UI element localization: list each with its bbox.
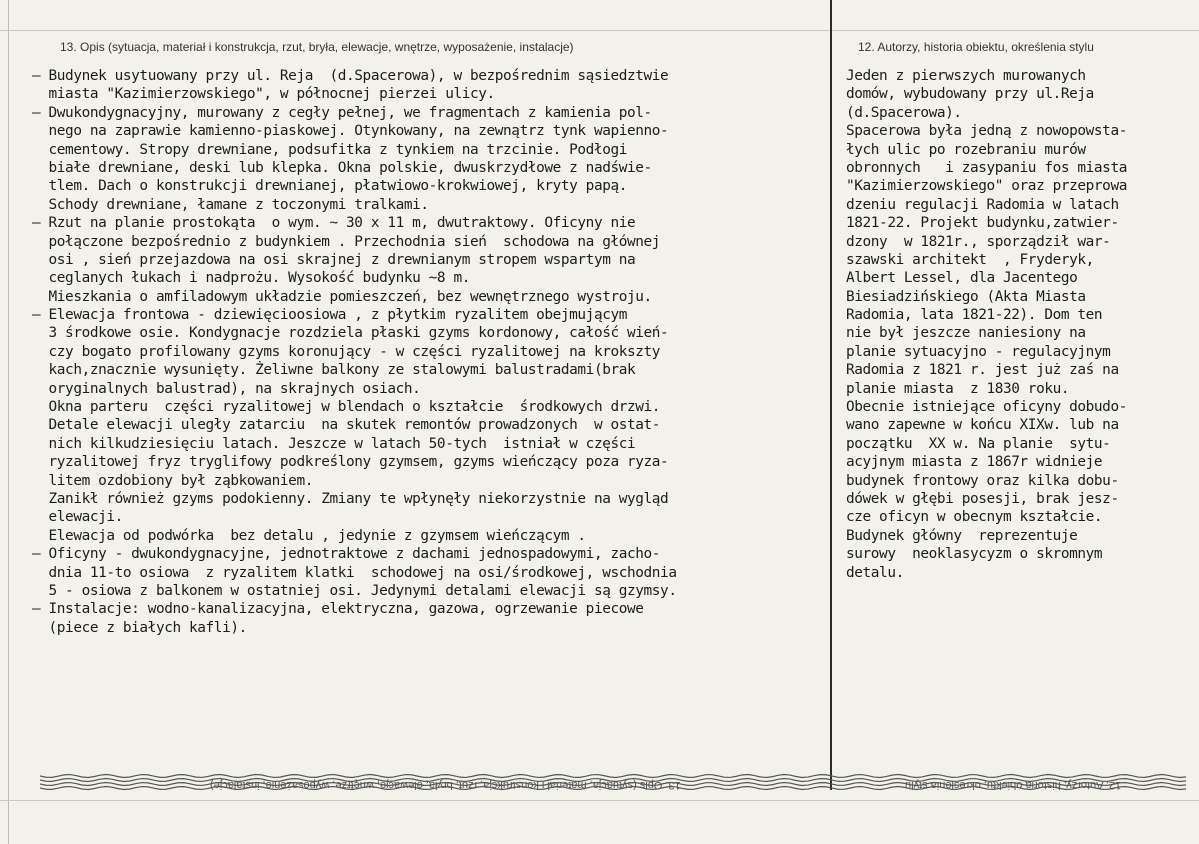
description-line: Schody drewniane, łamane z toczonymi tralkami. (32, 196, 429, 213)
history-line: nie był jeszcze naniesiony na (846, 325, 1086, 342)
footer-rule (0, 800, 1199, 801)
description-line: (piece z białych kafli). (32, 619, 247, 636)
description-line: ryzalitowej fryz tryglifowy podkreślony gzymsem, gzyms wieńczący poza ryza- (32, 454, 669, 471)
history-column (846, 67, 1191, 582)
description-column (32, 67, 827, 637)
history-line: 1821-22. Projekt budynku,zatwier- (846, 215, 1119, 232)
description-line: – Rzut na planie prostokąta o wym. ~ 30 x 11 m, dwutraktowy. Oficyny nie (32, 215, 636, 232)
description-line: litem ozdobiony był ząbkowaniem. (32, 472, 313, 489)
history-line: Budynek główny reprezentuje (846, 527, 1078, 544)
history-line: domów, wybudowany przy ul.Reja (846, 86, 1094, 103)
top-rule (0, 30, 1199, 31)
history-line: (d.Spacerowa). (846, 104, 962, 121)
description-line: czy bogato profilowany gzyms koronujący - w części ryzalitowej na krokszty (32, 343, 661, 360)
history-line: acyjnym miasta z 1867r widnieje (846, 454, 1103, 471)
section-12-header: 12. Autorzy, historia obiektu, określenia stylu (858, 40, 1094, 54)
description-line: Detale elewacji uległy zatarciu na skutek remontów prowadzonych w ostat- (32, 417, 661, 434)
description-line: dnia 11-to osiowa z ryzalitem klatki schodowej na osi/środkowej, wschodnia (32, 564, 677, 581)
history-line: szawski architekt , Fryderyk, (846, 251, 1094, 268)
description-line: – Instalacje: wodno-kanalizacyjna, elektryczna, gazowa, ogrzewanie piecowe (32, 601, 644, 618)
column-divider (830, 0, 832, 790)
history-line: budynek frontowy oraz kilka dobu- (846, 472, 1119, 489)
description-line: miasta "Kazimierzowskiego", w północnej pierzei ulicy. (32, 86, 495, 103)
history-line: początku XX w. Na planie sytu- (846, 435, 1111, 452)
history-line: dzeniu regulacji Radomia w latach (846, 196, 1119, 213)
description-line: nego na zaprawie kamienno-piaskowej. Otynkowany, na zewnątrz tynk wapienno- (32, 123, 669, 140)
description-line: – Budynek usytuowany przy ul. Reja (d.Spacerowa), w bezpośrednim sąsiedztwie (32, 68, 669, 84)
history-line: Radomia z 1821 r. jest już zaś na (846, 362, 1119, 379)
history-line: planie sytuacyjno - regulacyjnym (846, 343, 1111, 360)
history-line: planie miasta z 1830 roku. (846, 380, 1070, 397)
description-line: cementowy. Stropy drewniane, podsufitka z tynkiem na trzcinie. Podłogi (32, 141, 628, 158)
history-line: Spacerowa była jedną z nowopowsta- (846, 123, 1127, 140)
wave-line (40, 775, 1186, 778)
description-line: Okna parteru części ryzalitowej w blendach o kształcie środkowych drzwi. (32, 399, 661, 416)
history-line: łych ulic po rozebraniu murów (846, 141, 1086, 158)
history-line: obronnych i zasypaniu fos miasta (846, 159, 1127, 176)
history-line: Radomia, lata 1821-22). Dom ten (846, 307, 1103, 324)
section-13-header: 13. Opis (sytuacja, materiał i konstrukcja, rzut, bryła, elewacje, wnętrze, wyposażenie, instalacje) (60, 40, 574, 54)
description-line: białe drewniane, deski lub klepka. Okna polskie, dwuskrzydłowe z nadświe- (32, 159, 652, 176)
description-line: Mieszkania o amfiladowym układzie pomieszczeń, bez wewnętrznego wystroju. (32, 288, 652, 305)
description-line: 5 - osiowa z balkonem w ostatniej osi. Jedynymi detalami elewacji są gzymsy. (32, 582, 677, 599)
description-line: – Elewacja frontowa - dziewięcioosiowa , z płytkim ryzalitem obejmującym (32, 307, 628, 324)
history-line: Jeden z pierwszych murowanych (846, 68, 1086, 84)
description-line: kach,znacznie wysunięty. Żeliwne balkony ze stalowymi balustradami(brak (32, 362, 636, 379)
history-line: dzony w 1821r., sporządził war- (846, 233, 1111, 250)
history-line: wano zapewne w końcu XIXw. lub na (846, 417, 1119, 434)
description-line: osi , sień przejazdowa na osi skrajnej z drewnianym stropem wspartym na (32, 251, 636, 268)
left-margin-line (8, 0, 9, 844)
history-line: Albert Lessel, dla Jacentego (846, 270, 1078, 287)
description-line: – Oficyny - dwukondygnacyjne, jednotraktowe z dachami jednospadowymi, zacho- (32, 546, 661, 563)
description-line: oryginalnych balustrad), na skrajnych osiach. (32, 380, 421, 397)
footer-section-12-mirrored: 12. Autorzy, historia obiektu, określenia stylu (905, 779, 1122, 791)
history-line: Biesiadzińskiego (Akta Miasta (846, 288, 1086, 305)
history-line: dówek w głębi posesji, brak jesz- (846, 490, 1119, 507)
description-line: ceglanych łukach i nadprożu. Wysokość budynku ~8 m. (32, 270, 470, 287)
description-line: nich kilkudziesięciu latach. Jeszcze w latach 50-tych istniał w części (32, 435, 636, 452)
history-line: Obecnie istniejące oficyny dobudo- (846, 399, 1127, 416)
description-line: – Dwukondygnacyjny, murowany z cegły pełnej, we fragmentach z kamienia pol- (32, 104, 652, 121)
description-line: Zanikł również gzyms podokienny. Zmiany te wpłynęły niekorzystnie na wygląd (32, 490, 669, 507)
history-line: cze oficyn w obecnym kształcie. (846, 509, 1103, 526)
description-line: tlem. Dach o konstrukcji drewnianej, płatwiowo-krokwiowej, kryty papą. (32, 178, 628, 195)
description-line: elewacji. (32, 509, 123, 526)
description-line: połączone bezpośrednio z budynkiem . Przechodnia sień schodowa na głównej (32, 233, 661, 250)
description-line: 3 środkowe osie. Kondygnacje rozdziela płaski gzyms kordonowy, całość wień- (32, 325, 669, 342)
description-line: Elewacja od podwórka bez detalu , jedynie z gzymsem wieńczącym . (32, 527, 586, 544)
history-line: surowy neoklasycyzm o skromnym (846, 546, 1103, 563)
history-line: "Kazimierzowskiego" oraz przeprowa (846, 178, 1127, 195)
history-line: detalu. (846, 564, 904, 581)
footer-section-13-mirrored: 13. Opis (sytuacja, materiał i konstrukcja, rzut, bryła, elewacje, wnętrze, wyposażenie, instalacje) (210, 779, 681, 791)
